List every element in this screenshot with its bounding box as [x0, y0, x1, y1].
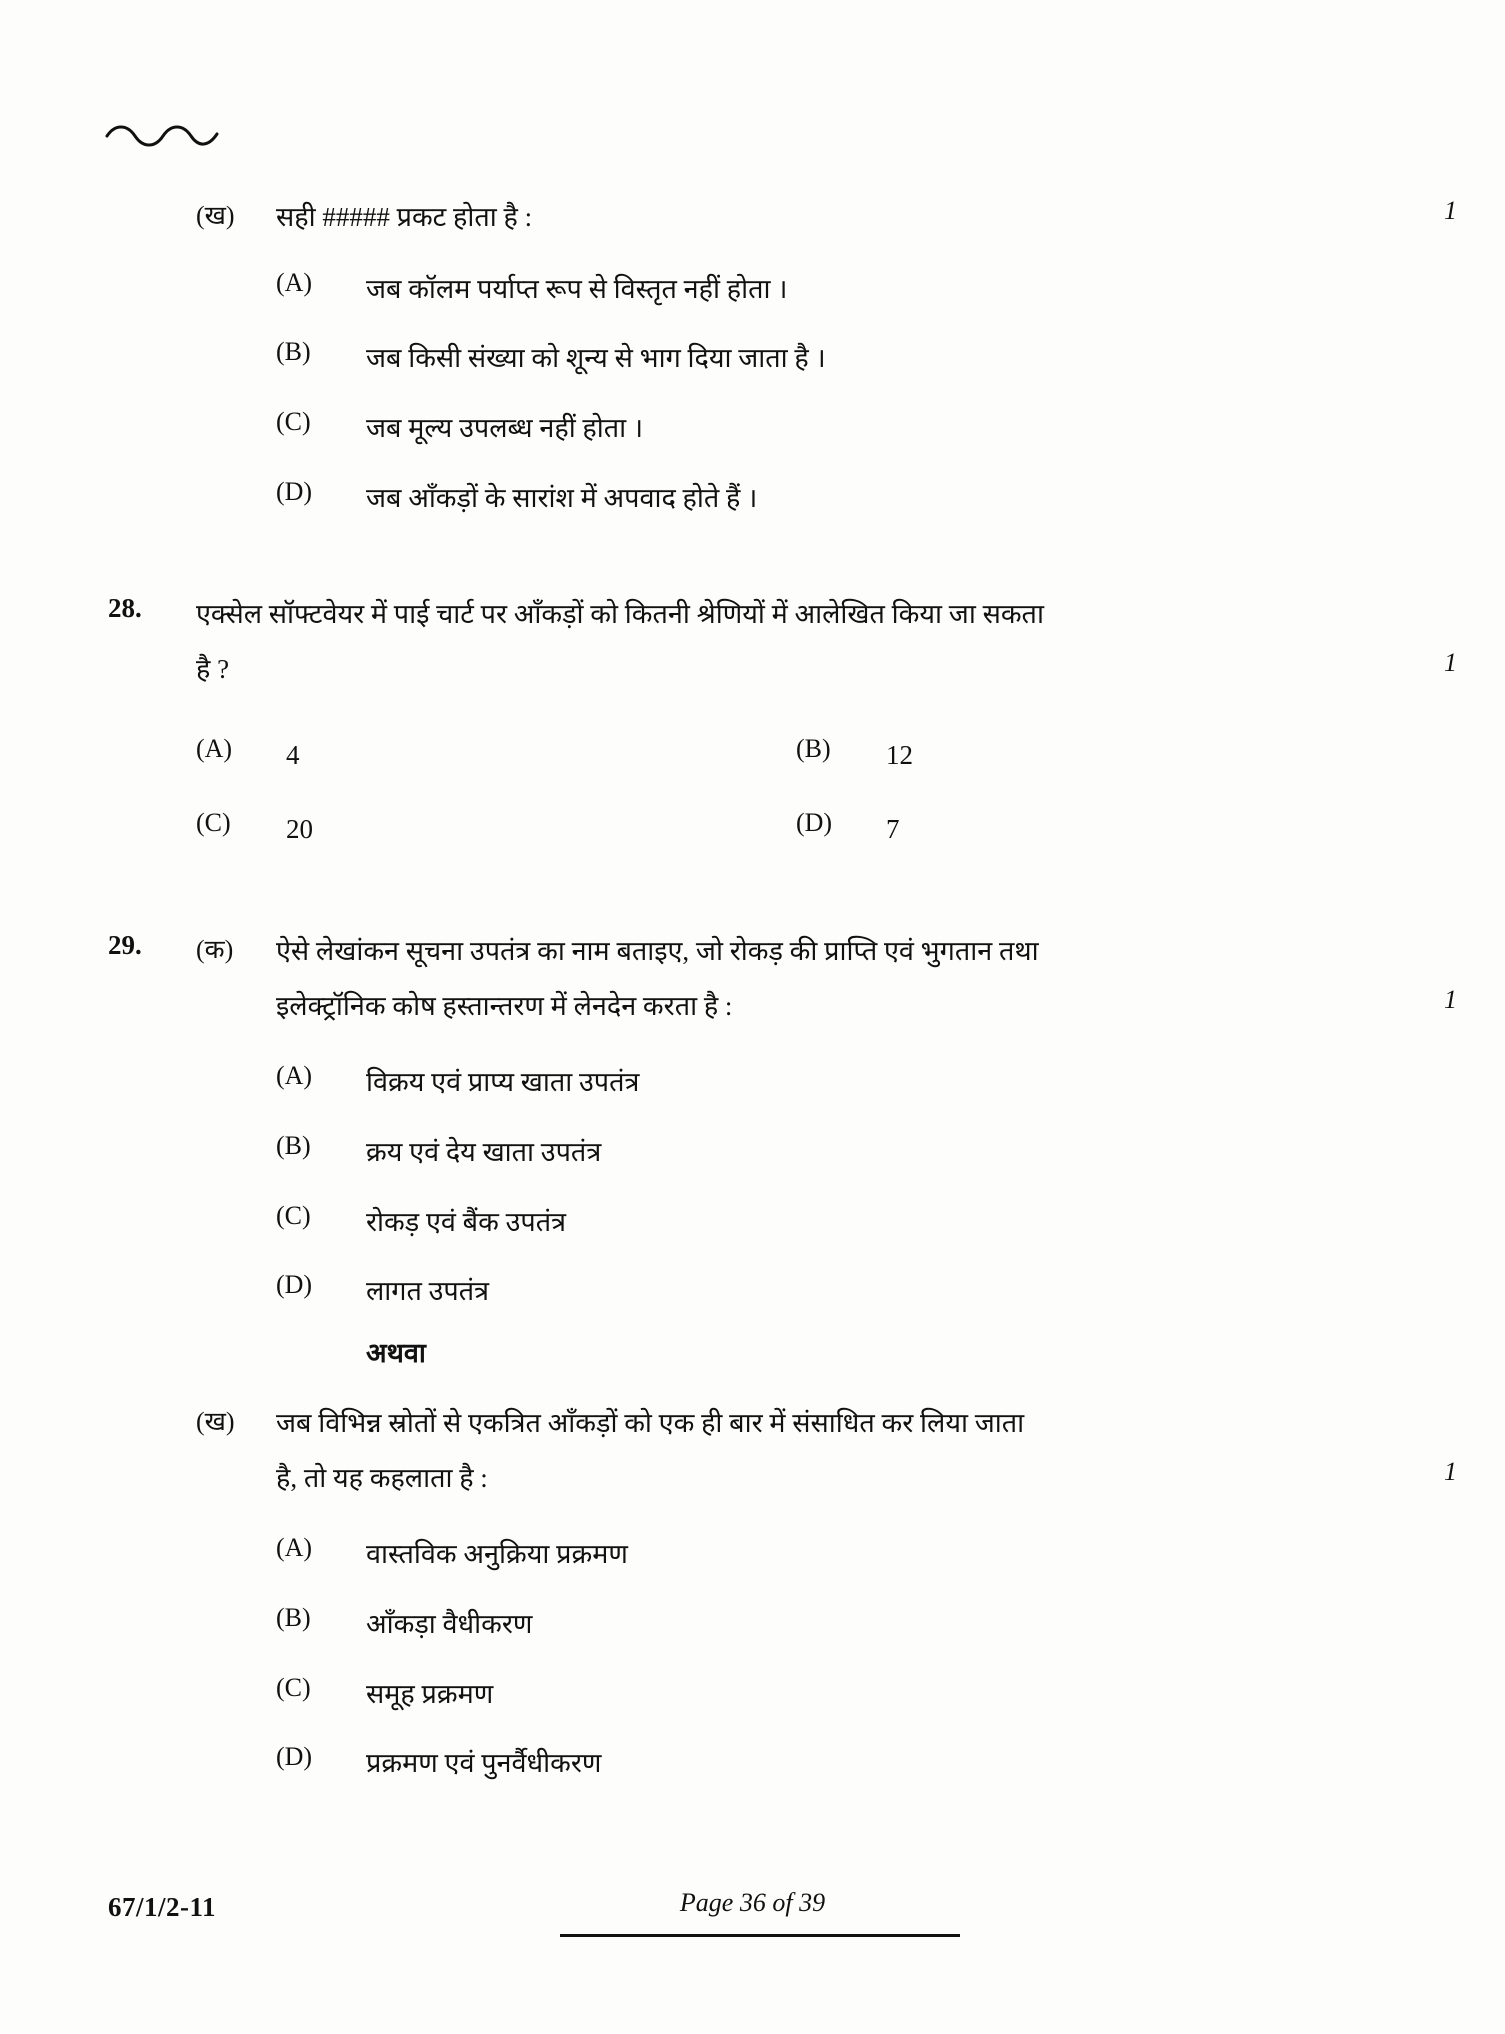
paper-code: 67/1/2-11 — [108, 1892, 217, 1922]
option-text: 12 — [886, 740, 913, 771]
question-stem-b-line2: है, तो यह कहलाता है : — [276, 1463, 488, 1494]
option-label: (A) — [276, 267, 313, 297]
option-row[interactable] — [0, 1742, 1505, 1786]
question-stem-line1: एक्सेल सॉफ्टवेयर में पाई चार्ट पर आँकड़ों को कितनी श्रेणियों में आलेखित किया जा सकता — [196, 598, 1044, 629]
option-label: (D) — [796, 807, 833, 837]
option-row[interactable] — [0, 1061, 1505, 1105]
option-label: (C) — [196, 807, 231, 837]
option-row[interactable] — [0, 477, 1505, 521]
option-grid-row[interactable] — [0, 808, 1505, 852]
part-label: (ख) — [196, 201, 235, 230]
option-label: (B) — [276, 1602, 311, 1632]
squiggle-mark — [105, 122, 225, 152]
option-text: वास्तविक अनुक्रिया प्रक्रमण — [366, 1539, 628, 1570]
option-text: समूह प्रक्रमण — [366, 1678, 494, 1709]
marks-label: 1 — [1444, 985, 1457, 1015]
option-label: (D) — [276, 1742, 313, 1772]
option-text: विक्रय एवं प्राप्य खाता उपतंत्र — [366, 1067, 640, 1098]
option-row[interactable] — [0, 407, 1505, 451]
option-row[interactable] — [0, 268, 1505, 312]
spacer — [0, 852, 1505, 930]
option-text: जब कॉलम पर्याप्त रूप से विस्तृत नहीं होता । — [366, 273, 788, 304]
question-stem: सही ##### प्रकट होता है : — [276, 202, 533, 232]
option-text: प्रक्रमण एवं पुनर्वैधीकरण — [366, 1748, 602, 1779]
question-stem-line2: है ? — [196, 654, 230, 685]
option-label: (B) — [796, 734, 831, 764]
spacer — [0, 521, 1505, 593]
question-29 — [0, 930, 1505, 1787]
option-row[interactable] — [0, 1270, 1505, 1314]
question-stem-line1: ऐसे लेखांकन सूचना उपतंत्र का नाम बताइए, जो रोकड़ की प्राप्ति एवं भुगतान तथा — [276, 935, 1039, 966]
option-row[interactable] — [0, 1131, 1505, 1175]
question-stem-row — [0, 196, 1505, 240]
option-text: जब किसी संख्या को शून्य से भाग दिया जाता है । — [366, 343, 826, 374]
option-label: (C) — [276, 407, 311, 437]
page-number: Page 36 of 39 — [679, 1888, 826, 1917]
question-stem-row-2 — [0, 648, 1505, 692]
question-number: 28. — [108, 592, 142, 623]
question-28 — [0, 593, 1505, 852]
option-text: जब मूल्य उपलब्ध नहीं होता । — [366, 413, 644, 444]
option-row[interactable] — [0, 337, 1505, 381]
option-label: (D) — [276, 476, 313, 506]
part-label-kha: (ख) — [196, 1406, 235, 1436]
option-row[interactable] — [0, 1673, 1505, 1717]
option-text: रोकड़ एवं बैंक उपतंत्र — [366, 1206, 566, 1237]
option-label: (B) — [276, 337, 311, 367]
option-row[interactable] — [0, 1533, 1505, 1577]
question-stem-row-b — [0, 1402, 1505, 1446]
or-divider-row — [0, 1332, 1505, 1376]
option-label: (C) — [276, 1200, 311, 1230]
question-stem-b-line1: जब विभिन्न स्रोतों से एकत्रित आँकड़ों को एक ही बार में संसाधित कर लिया जाता — [276, 1407, 1025, 1438]
option-row[interactable] — [0, 1201, 1505, 1245]
question-number: 29. — [108, 929, 142, 960]
option-label: (B) — [276, 1130, 311, 1160]
question-stem-row — [0, 593, 1505, 637]
option-label: (C) — [276, 1672, 311, 1702]
option-label: (D) — [276, 1270, 313, 1300]
option-label: (A) — [196, 734, 233, 764]
marks-label: 1 — [1444, 196, 1457, 225]
option-label: (A) — [276, 1061, 313, 1091]
question-stem-row — [0, 930, 1505, 974]
option-row[interactable] — [0, 1603, 1505, 1647]
option-text: लागत उपतंत्र — [366, 1276, 490, 1307]
option-text: जब आँकड़ों के सारांश में अपवाद होते हैं । — [366, 482, 758, 513]
option-label: (A) — [276, 1533, 313, 1563]
page-footer — [0, 1888, 1505, 1948]
option-text: 4 — [286, 740, 300, 771]
marks-label: 1 — [1444, 648, 1457, 678]
or-label: अथवा — [366, 1338, 426, 1369]
question-stem-line2: इलेक्ट्रॉनिक कोष हस्तान्तरण में लेनदेन करता है : — [276, 991, 733, 1022]
question-stem-row-2 — [0, 985, 1505, 1029]
option-text: आँकड़ा वैधीकरण — [366, 1608, 533, 1639]
footer-divider — [560, 1934, 960, 1937]
option-grid-row[interactable] — [0, 734, 1505, 778]
option-text: 20 — [286, 813, 313, 844]
question-part-kha — [0, 196, 1505, 521]
marks-label: 1 — [1444, 1457, 1457, 1487]
question-stem-row-b2 — [0, 1457, 1505, 1501]
option-text: 7 — [886, 813, 900, 844]
option-text: क्रय एवं देय खाता उपतंत्र — [366, 1136, 602, 1167]
part-label-ka: (क) — [196, 934, 234, 964]
